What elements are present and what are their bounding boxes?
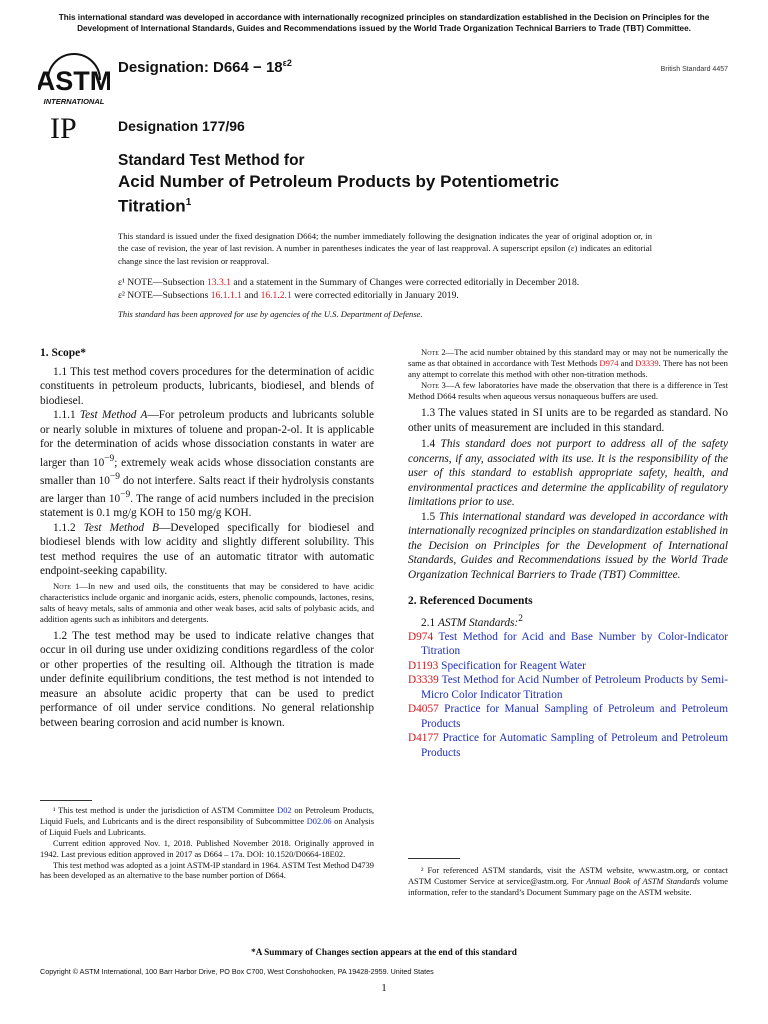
document-title (118, 151, 678, 217)
link-16-1-1-1[interactable]: 16.1.1.1 (210, 289, 242, 301)
section-1-4: 1.4 This standard does not purport to address all of the safety concerns, if any, associated with its use. It is the responsibility of the user of this standard to establish appropriate safety, health, and environmental practices and determine the applicability of regulatory limitations prior to use. (408, 438, 728, 508)
title-line-1: Standard Test Method for (118, 152, 305, 169)
ip-logo-text: IP (50, 112, 77, 144)
section-1-1-2: 1.1.2 Test Method B—Developed specifically for biodiesel and biodiesel blends with low acidity and slightly different solubility. This test method requires the use of an automatic titrator with automatic endpoint-seeking capability. (40, 521, 374, 578)
reference-title-link[interactable]: Practice for Automatic Sampling of Petroleum and Petroleum Products (421, 732, 728, 759)
reference-code-link[interactable]: D3339 (408, 674, 439, 687)
epsilon-note-2: ε² NOTE—Subsections 16.1.1.1 and 16.1.2.1 were corrected editorially in January 2019. (118, 289, 459, 301)
designation-label: Designation: D664 − 18 (118, 59, 283, 76)
footnote-1-paragraph-2: Current edition approved Nov. 1, 2018. Published November 2018. Originally approved in 1942. Last previous edition approved in 2017 as D664 – 17a. DOI: 10.1520/D0664-18E02. (40, 838, 374, 859)
footnote-1-paragraph-3: This test method was adopted as a joint ASTM-IP standard in 1964. ASTM Test Method D4739 has been developed as an alternative to the base number portion of D664. (40, 860, 374, 881)
footnote-1 (40, 806, 374, 882)
section-2-1: 2.1 ASTM Standards:$^2$ (421, 613, 523, 629)
title-line-2: Acid Number of Petroleum Products by Potentiometric (118, 172, 560, 191)
designation-epsilon: ε2 (282, 58, 292, 68)
left-column (40, 346, 374, 730)
astm-standards-list (408, 630, 728, 761)
note-3: Note 3—A few laboratories have made the observation that there is a difference in Test Method D664 results when aqueous versus nonaqueous buffers are used. (408, 380, 728, 401)
title-line-3: Titration$^1$ (118, 196, 192, 216)
section-1-1-1: 1.1.1 Test Method A—For petroleum products and lubricants soluble or nearly soluble in mixtures of toluene and propan-2-ol. It is applicable for the determination of acids whose dissociation constants in water are larger than $10^{-9}$; extremely weak acids whose dissociation constants are smaller than $10^{-9}$ do not interfere. Salts react if their hydrolysis constants are larger than $10^{-9}$. The range of acid numbers included in the precision statement is 0.1 mg/g KOH to 150 mg/g KOH. (40, 409, 375, 520)
reference-title-link[interactable]: Specification for Reagent Water (438, 659, 586, 672)
scope-heading: 1. Scope* (40, 347, 86, 359)
dod-approval-statement: This standard has been approved for use by agencies of the U.S. Department of Defense. (118, 309, 423, 319)
link-d02[interactable]: D02 (277, 806, 292, 815)
section-1-2: 1.2 The test method may be used to indicate relative changes that occur in oil during use under oxidizing conditions regardless of the color or other properties of the resulting oil. Although the titration is made under definite equilibrium conditions, the test method is not intended to measure an absolute acidic property that can be used to predict performance of oil under service conditions. No general relationship between bearing corrosion and acid number is known. (40, 629, 374, 729)
link-d3339[interactable]: D3339 (635, 358, 659, 368)
section-1-5: 1.5 This international standard was developed in accordance with internationally recognized principles on standardization established in the Decision on Principles for the Development of International Standards, Guides and Recommendations issued by the World Trade Organization Technical Barriers to Trade (TBT) Committee. (408, 510, 728, 581)
reference-code-link[interactable]: D4057 (408, 703, 439, 716)
page-number: 1 (381, 982, 387, 994)
british-standard-number: British Standard 4457 (660, 66, 728, 73)
banner-line-1: This international standard was developed in accordance with internationally recognized principles on standardization established in the Decision on Principles for the (58, 13, 710, 22)
copyright-line: Copyright © ASTM International, 100 Barr Harbor Drive, PO Box C700, West Conshohocken, PA 19428-2959. United States (40, 967, 434, 976)
astm-logo (38, 46, 110, 108)
link-16-1-2-1[interactable]: 16.1.2.1 (260, 289, 292, 301)
tbt-banner (20, 12, 748, 34)
section-1-1: 1.1 This test method covers procedures for the determination of acidic constituents in petroleum products, lubricants, biodiesel, and blends of biodiesel. (40, 365, 374, 407)
footnote-rule-right (408, 858, 460, 859)
footnote-2: ² For referenced ASTM standards, visit the ASTM website, www.astm.org, or contact ASTM Customer Service at service@astm.org. For Annual Book of ASTM Standards volume information, refer to the standard’s Document Summary page on the ASTM website. (408, 866, 728, 897)
reference-item (408, 673, 728, 702)
intro-paragraph: This standard is issued under the fixed designation D664; the number immediately following the designation indicates the year of original adoption or, in the case of revision, the year of last revision. A number in parentheses indicates the year of last reapproval. A superscript epsilon (ε) indicates an editorial change since the last revision or reapproval. (118, 231, 652, 266)
designation (118, 58, 292, 76)
ip-designation: Designation 177/96 (118, 118, 245, 134)
reference-title-link[interactable]: Test Method for Acid Number of Petroleum Products by Semi-Micro Color Indicator Titration (421, 674, 728, 701)
footnote-rule-left (40, 800, 92, 801)
right-column (408, 347, 728, 760)
link-d974[interactable]: D974 (599, 358, 619, 368)
referenced-documents-heading: 2. Referenced Documents (408, 595, 533, 607)
editorial-notes (118, 277, 678, 302)
reference-code-link[interactable]: D4177 (408, 732, 439, 745)
reference-item (408, 659, 728, 674)
reference-item (408, 702, 728, 731)
reference-code-link[interactable]: D974 (408, 630, 434, 643)
banner-line-2: Development of International Standards, Guides and Recommendations issued by the World Trade Organization Technical Barriers to Trade (TBT) Committee. (77, 24, 691, 33)
note-1: Note 1—In new and used oils, the constituents that may be considered to have acidic characteristics include organic and inorganic acids, esters, phenolic compounds, lactones, resins, salts of heavy metals, salts of ammonia and other weak bases, acid salts of polybasic acids, and addition agents such as inhibitors and detergents. (40, 580, 374, 624)
note-2: Note 2—The acid number obtained by this standard may or may not be numerically the same as that obtained in accordance with Test Methods D974 and D3339. There has not been any attempt to correlate this method with other non-titration methods. (408, 347, 728, 379)
epsilon-note-1: ε¹ NOTE—Subsection 13.3.1 and a statement in the Summary of Changes were corrected editorially in December 2018. (118, 277, 580, 288)
reference-code-link[interactable]: D1193 (408, 659, 439, 672)
reference-item (408, 630, 728, 659)
link-d02-06[interactable]: D02.06 (306, 816, 332, 826)
footnote-1-paragraph-1: ¹ This test method is under the jurisdiction of ASTM Committee D02 on Petroleum Products, Liquid Fuels, and Lubricants and is the direct responsibility of Subcommittee D02.06 on Analysis of Liquid Fuels and Lubricants. (40, 806, 374, 837)
reference-item (408, 731, 728, 760)
section-1-3: 1.3 The values stated in SI units are to be regarded as standard. No other units of measurement are included in this standard. (408, 407, 728, 434)
ip-logo (48, 110, 94, 144)
astm-logo-subtext: INTERNATIONAL (43, 97, 105, 106)
link-13-3-1[interactable]: 13.3.1 (206, 277, 231, 288)
reference-title-link[interactable]: Practice for Manual Sampling of Petroleum and Petroleum Products (421, 703, 728, 730)
title-footnote-mark: 1 (185, 197, 192, 208)
summary-of-changes-note: *A Summary of Changes section appears at the end of this standard (251, 947, 517, 957)
astm-logo-text: ASTM (38, 66, 110, 96)
reference-title-link[interactable]: Test Method for Acid and Base Number by Color-Indicator Titration (421, 630, 728, 658)
